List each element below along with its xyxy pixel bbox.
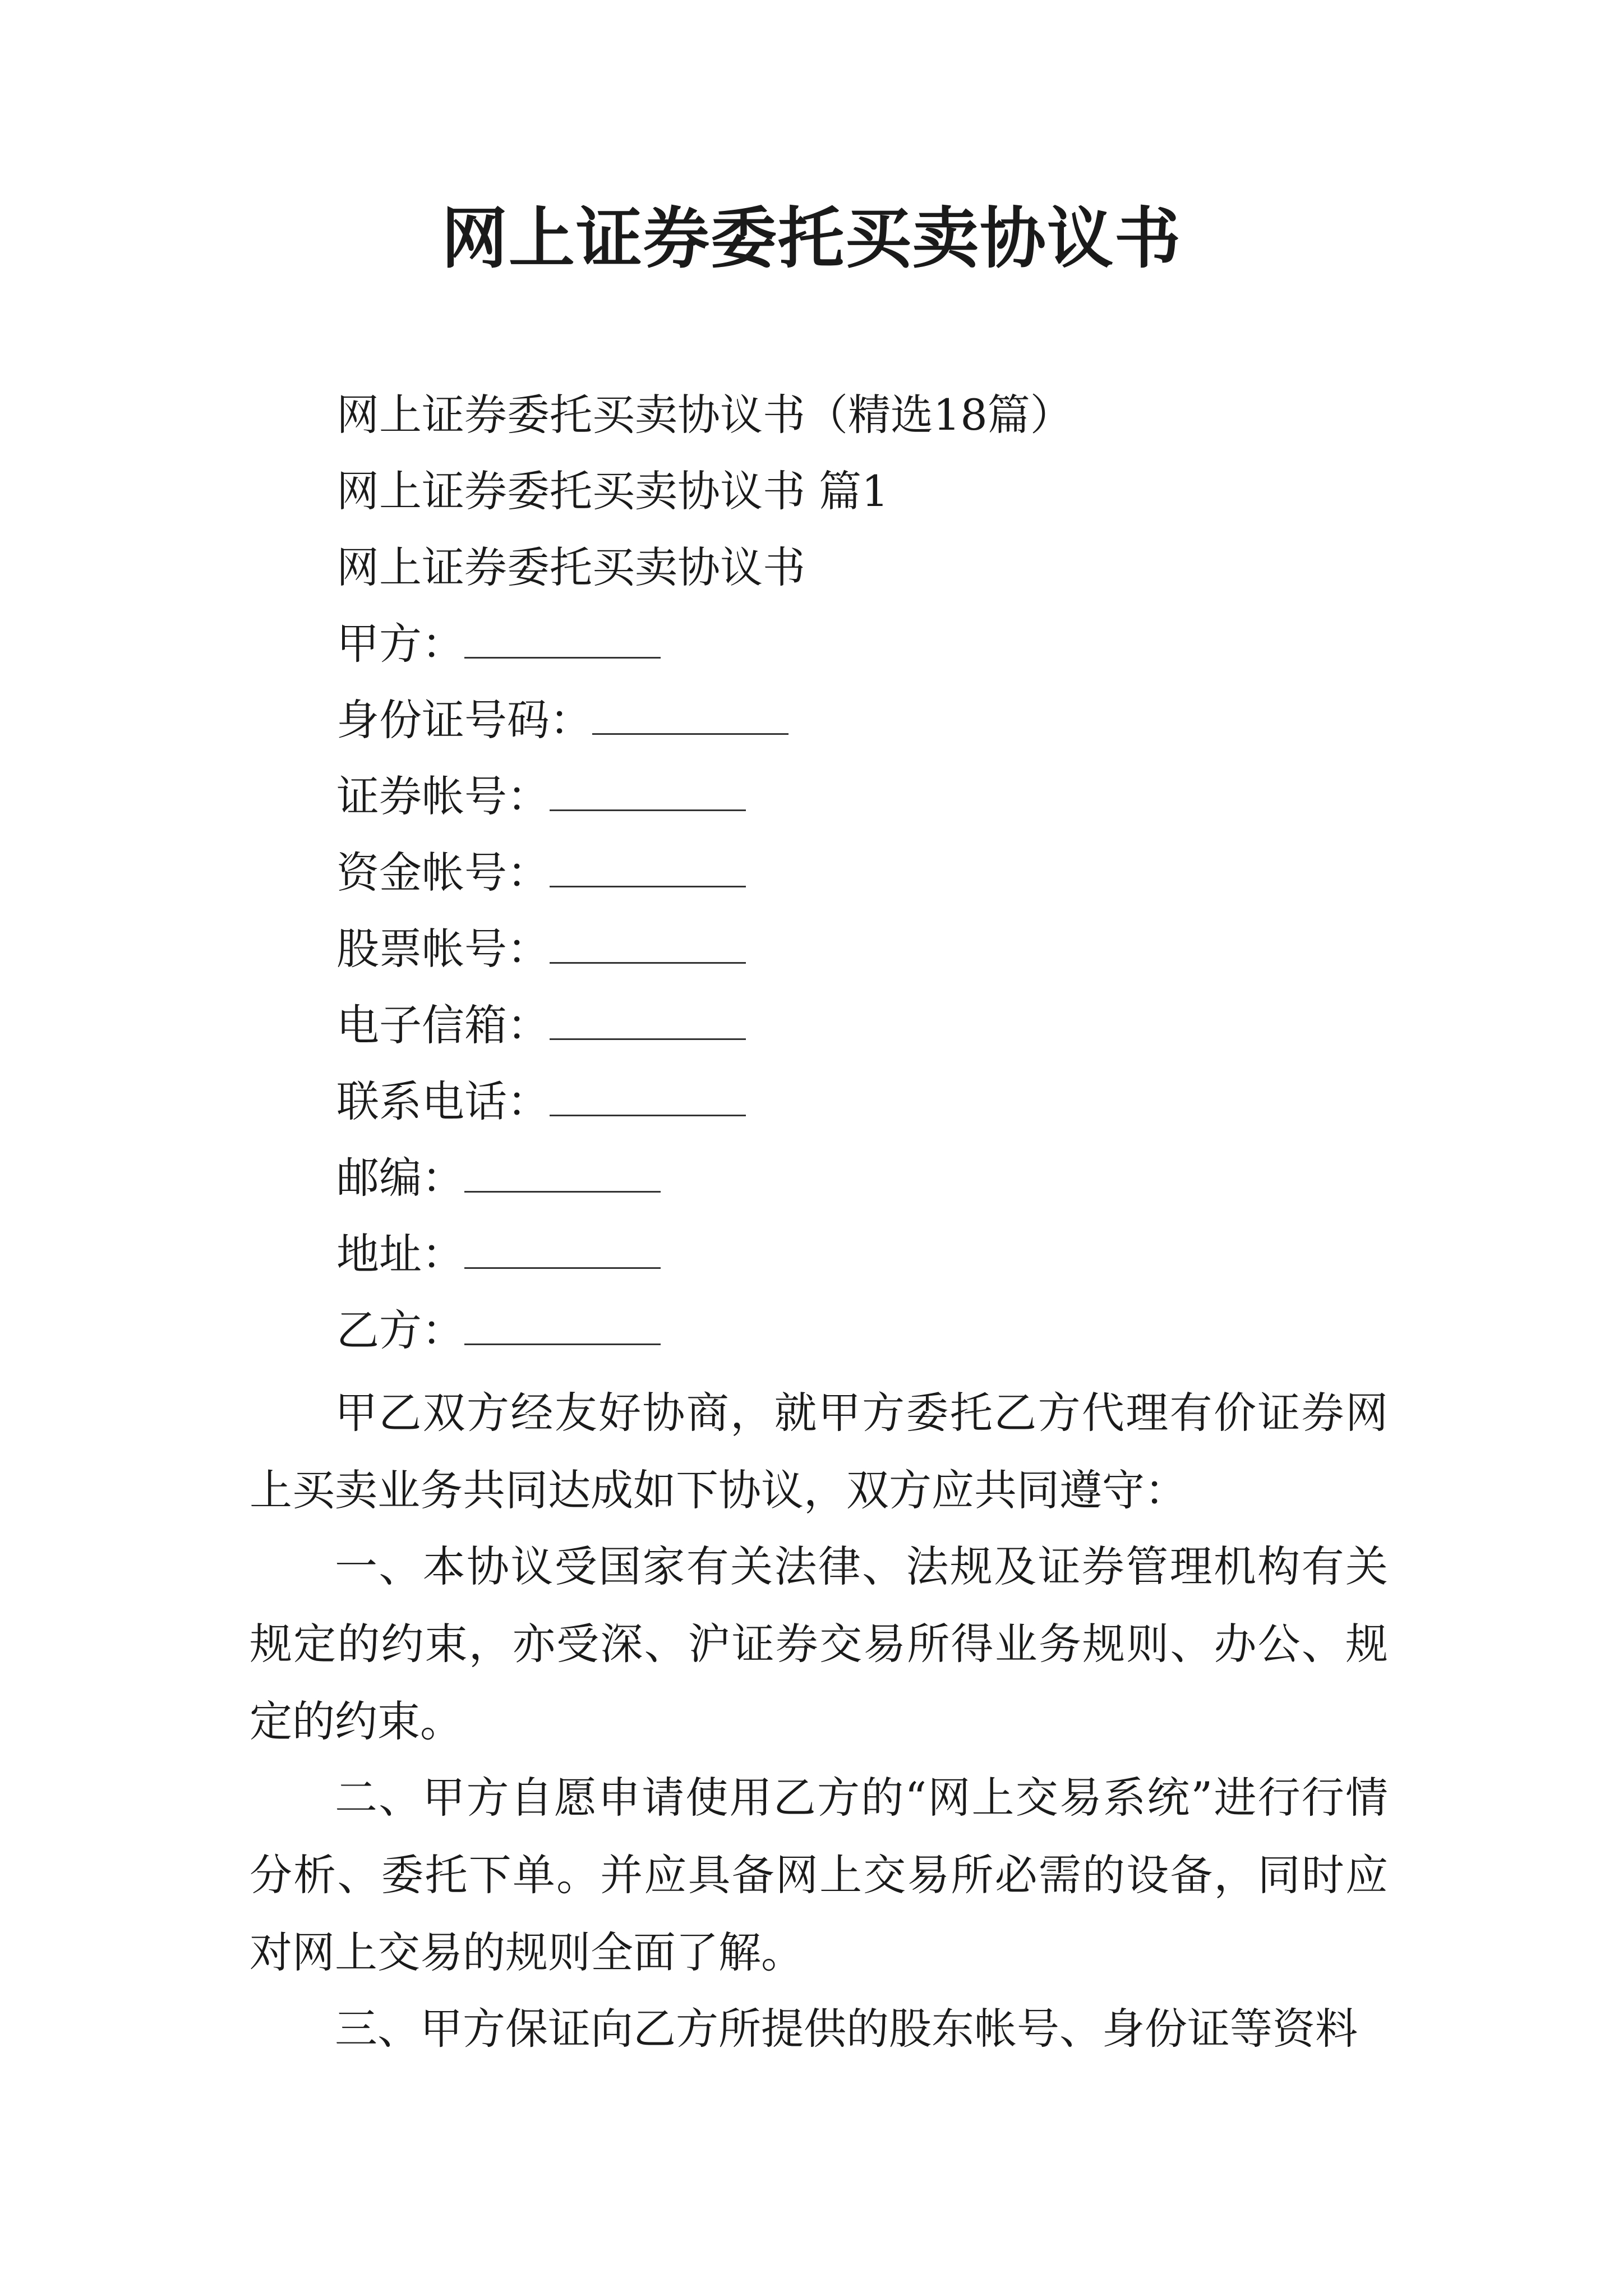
fill-blank <box>550 776 746 811</box>
fill-blank <box>464 1157 661 1193</box>
field-label: 甲方： <box>336 619 464 669</box>
field-label: 资金帐号： <box>336 848 550 898</box>
fill-blank <box>464 1310 661 1345</box>
field-label: 邮编： <box>336 1153 464 1203</box>
paragraph-clause-3: 三、甲方保证向乙方所提供的股东帐号、身份证等资料 <box>335 2004 1358 2054</box>
paragraph-clause-2: 二、甲方自愿申请使用乙方的“网上交易系统”进行行情分析、委托下单。并应具备网上交易所必需的设备，同时应对网上交易的规则全面了解。 <box>250 1773 1388 1977</box>
collection-line: 网上证券委托买卖协议书（精选18篇） <box>336 390 1073 440</box>
fill-blank <box>550 852 746 887</box>
chapter-line: 网上证券委托买卖协议书 篇1 <box>336 466 889 516</box>
field-phone <box>336 1074 746 1130</box>
field-label: 股票帐号： <box>336 924 550 974</box>
field-party-b <box>336 1303 661 1359</box>
field-email <box>336 997 746 1053</box>
field-label: 证券帐号： <box>336 771 550 821</box>
field-label: 乙方： <box>336 1305 464 1355</box>
fill-blank <box>464 623 661 659</box>
paragraph-preamble: 甲乙双方经友好协商，就甲方委托乙方代理有价证券网上买卖业务共同达成如下协议，双方应共同遵守： <box>250 1388 1388 1515</box>
document-title: 网上证券委托买卖协议书 <box>441 199 1182 277</box>
field-fund-account <box>336 845 746 901</box>
fill-blank <box>464 1234 661 1269</box>
heading-line: 网上证券委托买卖协议书 <box>336 542 805 592</box>
field-id-number <box>336 692 789 748</box>
field-label: 地址： <box>336 1229 464 1279</box>
fill-blank <box>550 1005 746 1040</box>
field-address <box>336 1226 661 1282</box>
field-party-a <box>336 616 661 672</box>
fill-blank <box>550 928 746 964</box>
fill-blank <box>550 1081 746 1116</box>
field-label: 联系电话： <box>336 1076 550 1126</box>
paragraph-clause-1: 一、本协议受国家有关法律、法规及证券管理机构有关规定的约束，亦受深、沪证券交易所得业务规则、办公、规定的约束。 <box>250 1542 1388 1746</box>
field-label: 身份证号码： <box>336 695 592 745</box>
field-stock-account <box>336 921 746 977</box>
field-postcode <box>336 1150 661 1206</box>
field-label: 电子信箱： <box>336 1000 550 1050</box>
fill-blank <box>592 700 789 735</box>
field-securities-account <box>336 769 746 825</box>
